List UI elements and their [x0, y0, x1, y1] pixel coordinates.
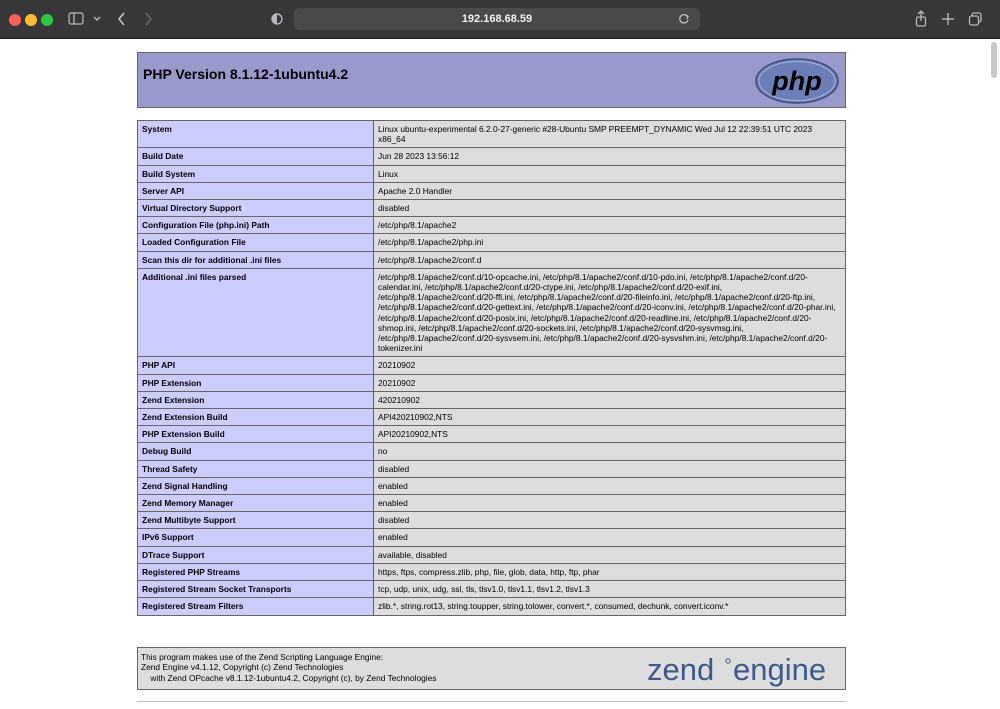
row-key: Additional .ini files parsed — [138, 268, 374, 357]
zend-engine-logo[interactable] — [645, 651, 841, 692]
row-key: Zend Signal Handling — [138, 477, 374, 494]
row-key: Server API — [138, 182, 374, 199]
table-row — [138, 477, 846, 494]
table-row — [138, 148, 846, 165]
row-key: Build Date — [138, 148, 374, 165]
row-key: PHP API — [138, 357, 374, 374]
row-value: 20210902 — [374, 374, 846, 391]
sidebar-toggle-icon[interactable] — [68, 9, 84, 29]
row-key: Scan this dir for additional .ini files — [138, 251, 374, 268]
footer-text — [141, 652, 436, 683]
row-value: API20210902,NTS — [374, 426, 846, 443]
address-bar[interactable] — [294, 8, 700, 30]
row-value: no — [374, 443, 846, 460]
table-row — [138, 182, 846, 199]
row-value: enabled — [374, 495, 846, 512]
row-value: available, disabled — [374, 546, 846, 563]
minimize-window-button[interactable] — [25, 14, 37, 26]
row-value: /etc/php/8.1/apache2/conf.d/10-opcache.ini, /etc/php/8.1/apache2/conf.d/10-pdo.ini, /etc/php/8.1/apache2/conf.d/20-calendar.ini, /etc/php/8.1/apache2/conf.d/20-ctype.ini, /etc/php/8.1/apache2/conf.d/20-exif.ini, /etc/php/8.1/apache2/conf.d/20-ffi.ini, /etc/php/8.1/apache2/conf.d/20-fileinfo.ini, /etc/php/8.1/apache2/conf.d/20-ftp.ini, /etc/php/8.1/apache2/conf.d/20-gettext.ini, /etc/php/8.1/apache2/conf.d/20-iconv.ini, /etc/php/8.1/apache2/conf.d/20-phar.ini, /etc/php/8.1/apache2/conf.d/20-posix.ini, /etc/php/8.1/apache2/conf.d/20-readline.ini, /etc/php/8.1/apache2/conf.d/20-shmop.ini, /etc/php/8.1/apache2/conf.d/20-sockets.ini, /etc/php/8.1/apache2/conf.d/20-sysvmsg.ini, /etc/php/8.1/apache2/conf.d/20-sysvsem.ini, /etc/php/8.1/apache2/conf.d/20-sysvshm.ini, /etc/php/8.1/apache2/conf.d/20-tokenizer.ini — [374, 268, 846, 357]
row-value: enabled — [374, 529, 846, 546]
page-content — [0, 40, 1000, 709]
table-row — [138, 357, 846, 374]
privacy-shield-icon[interactable] — [270, 9, 284, 29]
table-row — [138, 251, 846, 268]
row-key: Loaded Configuration File — [138, 234, 374, 251]
table-row — [138, 234, 846, 251]
zend-logo-word: zend — [647, 652, 715, 687]
divider — [137, 701, 846, 702]
table-row — [138, 121, 846, 148]
row-key: Build System — [138, 165, 374, 182]
table-row — [138, 512, 846, 529]
table-row — [138, 426, 846, 443]
row-key: Registered Stream Filters — [138, 598, 374, 615]
row-value: API420210902,NTS — [374, 409, 846, 426]
row-key: PHP Extension — [138, 374, 374, 391]
row-key: Virtual Directory Support — [138, 200, 374, 217]
row-value: tcp, udp, unix, udg, ssl, tls, tlsv1.0, tlsv1.1, tlsv1.2, tlsv1.3 — [374, 581, 846, 598]
table-row — [138, 563, 846, 580]
table-row — [138, 217, 846, 234]
footer-line-2: Zend Engine v4.1.12, Copyright (c) Zend Technologies — [141, 662, 344, 673]
table-row — [138, 598, 846, 615]
close-window-button[interactable] — [9, 14, 21, 26]
table-row — [138, 546, 846, 563]
back-arrow-icon[interactable] — [116, 9, 128, 29]
table-row — [138, 200, 846, 217]
row-key: Zend Multibyte Support — [138, 512, 374, 529]
row-value: Apache 2.0 Handler — [374, 182, 846, 199]
table-row — [138, 268, 846, 357]
row-value: Linux — [374, 165, 846, 182]
phpinfo-header — [137, 52, 846, 108]
footer-line-3: with Zend OPcache v8.1.12-1ubuntu4.2, Copyright (c), by Zend Technologies — [141, 672, 437, 683]
row-value: disabled — [374, 200, 846, 217]
row-value: /etc/php/8.1/apache2/php.ini — [374, 234, 846, 251]
zoom-window-button[interactable] — [41, 14, 53, 26]
row-value: /etc/php/8.1/apache2/conf.d — [374, 251, 846, 268]
row-key: Zend Extension — [138, 391, 374, 408]
row-key: Configuration File (php.ini) Path — [138, 217, 374, 234]
row-value: https, ftps, compress.zlib, php, file, glob, data, http, ftp, phar — [374, 563, 846, 580]
row-key: DTrace Support — [138, 546, 374, 563]
row-key: Zend Memory Manager — [138, 495, 374, 512]
row-value: zlib.*, string.rot13, string.toupper, string.tolower, convert.*, consumed, dechunk, convert.iconv.* — [374, 598, 846, 615]
row-value: 420210902 — [374, 391, 846, 408]
vertical-scrollbar[interactable] — [991, 42, 997, 78]
table-row — [138, 495, 846, 512]
chevron-down-icon[interactable] — [92, 9, 102, 29]
php-logo[interactable] — [754, 57, 840, 110]
table-row — [138, 165, 846, 182]
forward-arrow-icon[interactable] — [142, 9, 154, 29]
row-key: PHP Extension Build — [138, 426, 374, 443]
table-row — [138, 409, 846, 426]
table-row — [138, 443, 846, 460]
row-key: Thread Safety — [138, 460, 374, 477]
address-text: 192.168.68.59 — [461, 13, 533, 25]
row-key: Registered PHP Streams — [138, 563, 374, 580]
zend-footer — [137, 647, 846, 690]
reload-icon[interactable] — [676, 11, 692, 27]
row-value: enabled — [374, 477, 846, 494]
row-value: Jun 28 2023 13:56:12 — [374, 148, 846, 165]
table-row — [138, 391, 846, 408]
share-icon[interactable] — [914, 9, 928, 29]
row-value: disabled — [374, 460, 846, 477]
table-row — [138, 529, 846, 546]
page-title: PHP Version 8.1.12-1ubuntu4.2 — [143, 66, 349, 82]
row-key: System — [138, 121, 374, 148]
row-value: Linux ubuntu-experimental 6.2.0-27-generic #28-Ubuntu SMP PREEMPT_DYNAMIC Wed Jul 12 22:39:51 UTC 2023 x86_64 — [374, 121, 846, 148]
table-row — [138, 460, 846, 477]
new-tab-icon[interactable] — [941, 9, 955, 29]
php-info-table — [137, 120, 846, 616]
footer-line-1: This program makes use of the Zend Scripting Language Engine: — [141, 652, 384, 662]
engine-logo-word: engine — [733, 652, 827, 687]
row-value: disabled — [374, 512, 846, 529]
table-row — [138, 374, 846, 391]
row-value: /etc/php/8.1/apache2 — [374, 217, 846, 234]
browser-toolbar — [0, 0, 1000, 39]
row-key: Zend Extension Build — [138, 409, 374, 426]
row-key: Registered Stream Socket Transports — [138, 581, 374, 598]
row-value: 20210902 — [374, 357, 846, 374]
row-key: Debug Build — [138, 443, 374, 460]
tab-overview-icon[interactable] — [968, 9, 984, 29]
table-row — [138, 581, 846, 598]
php-logo-text: php — [772, 66, 822, 96]
row-key: IPv6 Support — [138, 529, 374, 546]
